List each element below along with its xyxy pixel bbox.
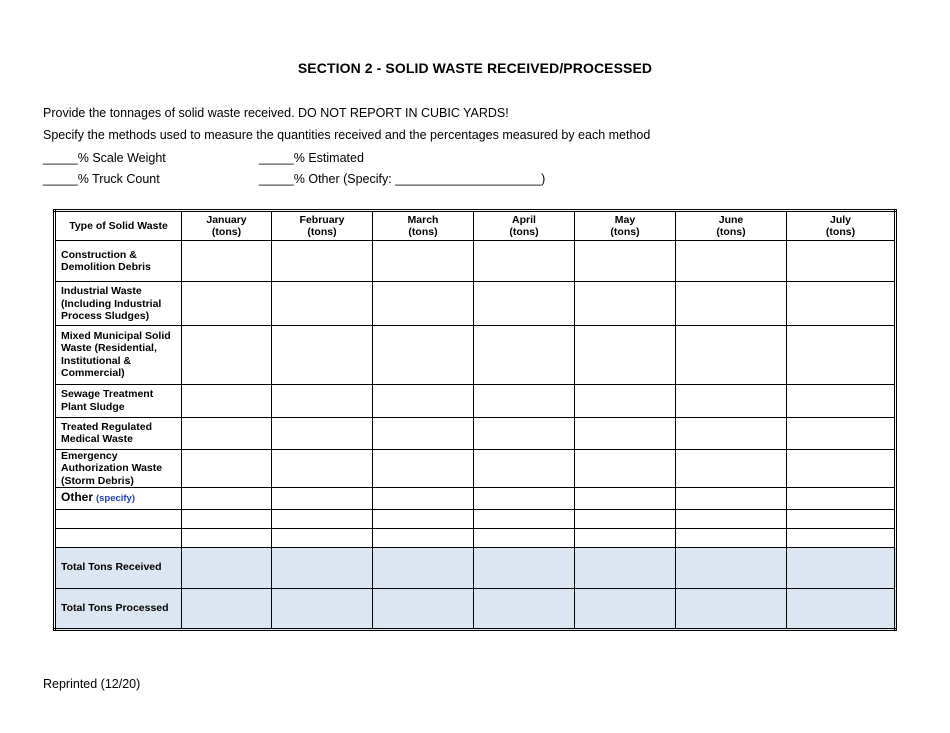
table-row xyxy=(55,417,896,449)
table-row xyxy=(55,509,896,528)
table-row xyxy=(55,488,896,509)
scale-weight-field[interactable]: _____% Scale Weight xyxy=(43,151,166,165)
row-label-municipal: Mixed Municipal Solid Waste (Residential, Institutional & Commercial) xyxy=(55,326,182,384)
table-cell[interactable] xyxy=(474,326,575,384)
table-cell[interactable] xyxy=(474,282,575,326)
row-label-medical: Treated Regulated Medical Waste xyxy=(55,417,182,449)
table-cell[interactable] xyxy=(787,384,896,417)
table-cell[interactable] xyxy=(676,509,787,528)
table-cell[interactable] xyxy=(373,449,474,488)
month-header-july: July (tons) xyxy=(787,211,896,241)
table-cell[interactable] xyxy=(575,509,676,528)
table-cell[interactable] xyxy=(787,547,896,588)
table-cell[interactable] xyxy=(474,241,575,282)
table-cell[interactable] xyxy=(676,384,787,417)
table-cell[interactable] xyxy=(474,528,575,547)
section-title: SECTION 2 - SOLID WASTE RECEIVED/PROCESSED xyxy=(297,60,653,76)
month-header-april: April (tons) xyxy=(474,211,575,241)
table-cell[interactable] xyxy=(182,241,272,282)
other-specify-input[interactable] xyxy=(55,528,182,547)
table-cell[interactable] xyxy=(676,488,787,509)
truck-count-field[interactable]: _____% Truck Count xyxy=(43,172,160,186)
table-cell[interactable] xyxy=(272,384,373,417)
table-cell[interactable] xyxy=(787,509,896,528)
table-row xyxy=(55,326,896,384)
table-cell[interactable] xyxy=(676,547,787,588)
other-specify-input[interactable] xyxy=(55,509,182,528)
table-cell[interactable] xyxy=(373,509,474,528)
row-label-total-processed: Total Tons Processed xyxy=(55,588,182,629)
table-cell[interactable] xyxy=(272,326,373,384)
table-cell[interactable] xyxy=(575,547,676,588)
table-cell[interactable] xyxy=(272,509,373,528)
month-header-january: January (tons) xyxy=(182,211,272,241)
table-cell[interactable] xyxy=(676,417,787,449)
table-cell[interactable] xyxy=(787,241,896,282)
table-cell[interactable] xyxy=(373,282,474,326)
month-header-february: February (tons) xyxy=(272,211,373,241)
table-cell[interactable] xyxy=(182,326,272,384)
table-cell[interactable] xyxy=(474,488,575,509)
month-header-may: May (tons) xyxy=(575,211,676,241)
table-cell[interactable] xyxy=(182,509,272,528)
month-header-march: March (tons) xyxy=(373,211,474,241)
table-cell[interactable] xyxy=(182,528,272,547)
row-label-emergency: Emergency Authorization Waste (Storm Debris) xyxy=(55,449,182,488)
table-cell[interactable] xyxy=(575,528,676,547)
table-cell[interactable] xyxy=(272,528,373,547)
table-cell[interactable] xyxy=(474,588,575,629)
table-row xyxy=(55,282,896,326)
table-cell[interactable] xyxy=(373,417,474,449)
table-cell[interactable] xyxy=(182,384,272,417)
table-cell[interactable] xyxy=(182,588,272,629)
table-cell[interactable] xyxy=(575,417,676,449)
table-cell[interactable] xyxy=(182,417,272,449)
table-cell[interactable] xyxy=(676,528,787,547)
table-cell[interactable] xyxy=(575,282,676,326)
table-cell[interactable] xyxy=(272,282,373,326)
table-cell[interactable] xyxy=(575,449,676,488)
table-cell[interactable] xyxy=(575,384,676,417)
table-cell[interactable] xyxy=(272,588,373,629)
reprint-note: Reprinted (12/20) xyxy=(43,677,141,691)
table-cell[interactable] xyxy=(474,547,575,588)
table-cell[interactable] xyxy=(272,547,373,588)
table-cell[interactable] xyxy=(676,588,787,629)
type-header: Type of Solid Waste xyxy=(55,211,182,241)
table-cell[interactable] xyxy=(787,528,896,547)
table-row xyxy=(55,528,896,547)
table-cell[interactable] xyxy=(676,241,787,282)
table-cell[interactable] xyxy=(373,547,474,588)
table-cell[interactable] xyxy=(272,449,373,488)
table-cell[interactable] xyxy=(787,282,896,326)
specify-note: (specify) xyxy=(95,493,136,505)
total-processed-row xyxy=(55,588,896,629)
table-cell[interactable] xyxy=(272,488,373,509)
table-cell[interactable] xyxy=(182,282,272,326)
table-cell[interactable] xyxy=(272,241,373,282)
table-cell[interactable] xyxy=(575,488,676,509)
table-cell[interactable] xyxy=(373,588,474,629)
row-label-other xyxy=(55,488,182,509)
table-cell[interactable] xyxy=(787,488,896,509)
table-cell[interactable] xyxy=(676,282,787,326)
row-label-industrial: Industrial Waste (Including Industrial Process Sludges) xyxy=(55,282,182,326)
table-cell[interactable] xyxy=(575,241,676,282)
table-cell[interactable] xyxy=(575,588,676,629)
table-cell[interactable] xyxy=(575,326,676,384)
month-header-june: June (tons) xyxy=(676,211,787,241)
instruction-methods: Specify the methods used to measure the quantities received and the percentages measured by each method xyxy=(43,128,651,142)
table-row xyxy=(55,384,896,417)
instruction-tonnage: Provide the tonnages of solid waste received. DO NOT REPORT IN CUBIC YARDS! xyxy=(43,106,509,120)
table-cell[interactable] xyxy=(474,449,575,488)
table-cell[interactable] xyxy=(676,449,787,488)
table-cell[interactable] xyxy=(182,488,272,509)
row-label-total-received: Total Tons Received xyxy=(55,547,182,588)
solid-waste-table xyxy=(53,209,897,631)
table-cell[interactable] xyxy=(787,449,896,488)
estimated-field[interactable]: _____% Estimated xyxy=(259,151,364,165)
table-cell[interactable] xyxy=(373,488,474,509)
table-cell[interactable] xyxy=(272,417,373,449)
table-row xyxy=(55,449,896,488)
row-label-construction: Construction & Demolition Debris xyxy=(55,241,182,282)
other-method-field[interactable]: _____% Other (Specify: _____________________) xyxy=(259,172,546,186)
table-cell[interactable] xyxy=(474,384,575,417)
table-cell[interactable] xyxy=(373,326,474,384)
table-cell[interactable] xyxy=(474,417,575,449)
table-cell[interactable] xyxy=(182,449,272,488)
row-label-sewage: Sewage Treatment Plant Sludge xyxy=(55,384,182,417)
table-cell[interactable] xyxy=(373,241,474,282)
table-cell[interactable] xyxy=(373,384,474,417)
table-cell[interactable] xyxy=(373,528,474,547)
table-cell[interactable] xyxy=(676,326,787,384)
total-received-row xyxy=(55,547,896,588)
table-cell[interactable] xyxy=(787,326,896,384)
header-row xyxy=(55,211,896,241)
table-cell[interactable] xyxy=(474,509,575,528)
table-cell[interactable] xyxy=(787,588,896,629)
table-row xyxy=(55,241,896,282)
table-cell[interactable] xyxy=(787,417,896,449)
other-label: Other xyxy=(61,490,94,505)
table-cell[interactable] xyxy=(182,547,272,588)
